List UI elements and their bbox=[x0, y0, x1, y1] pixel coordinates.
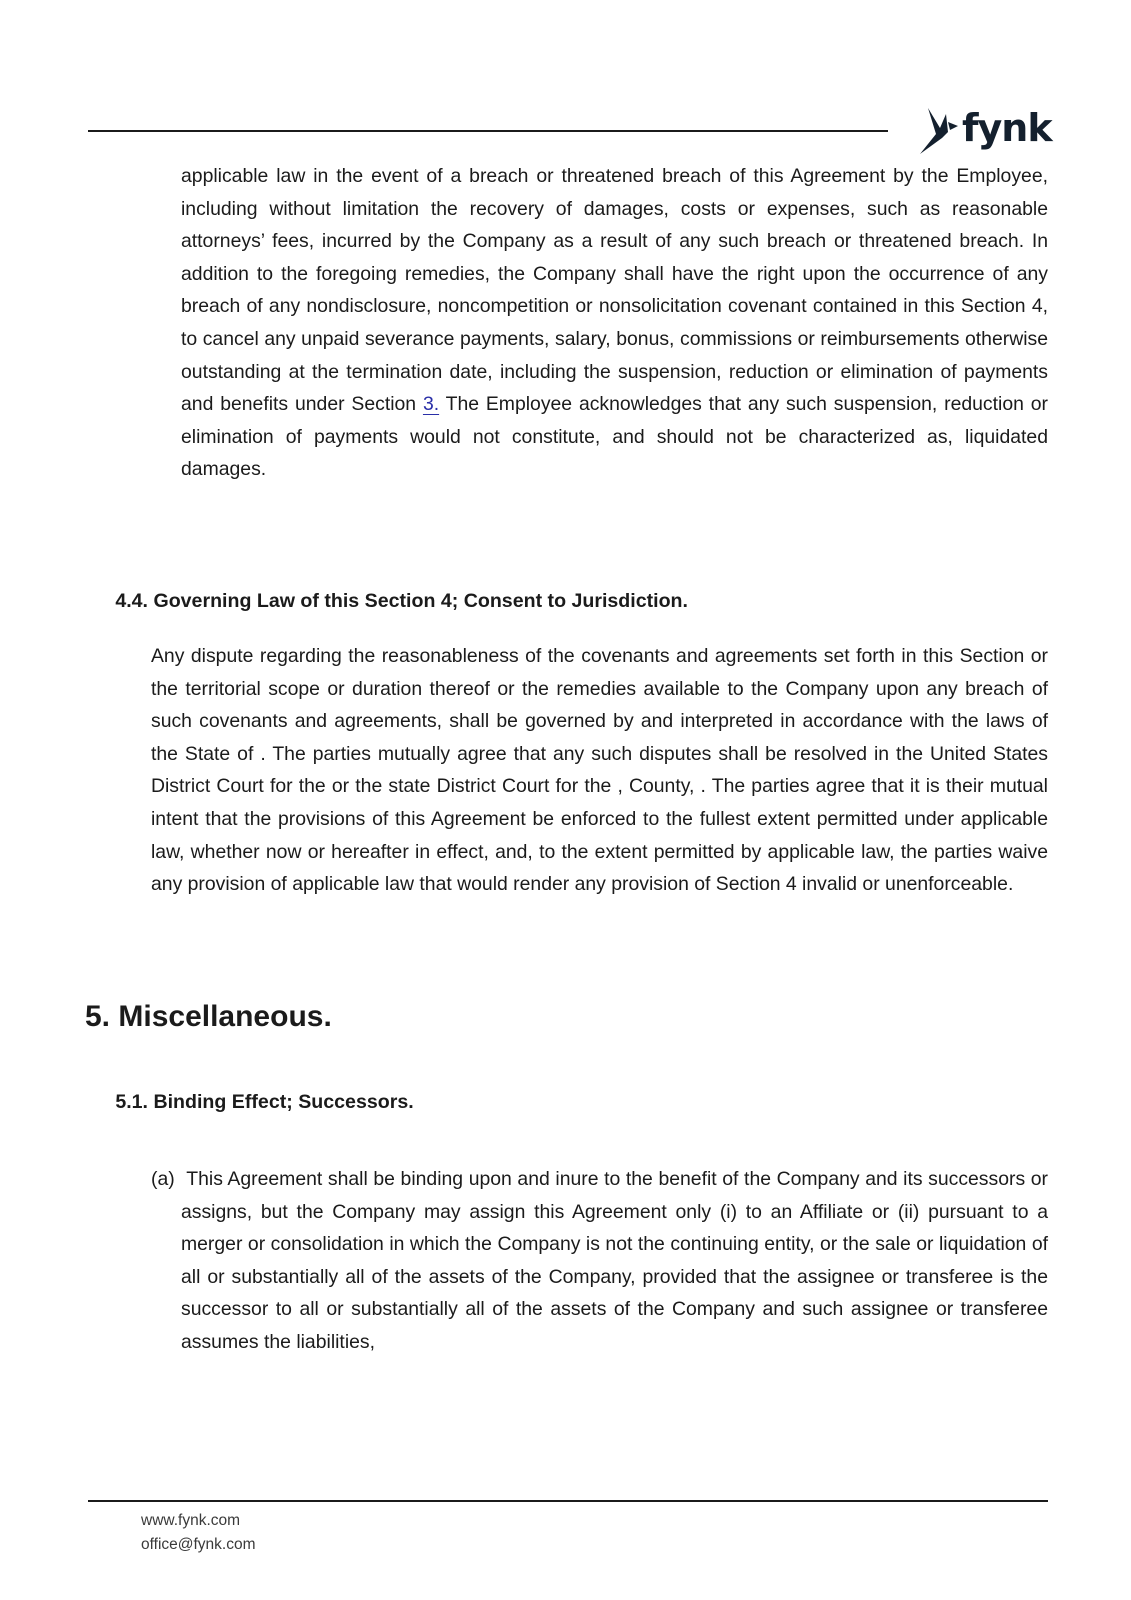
paragraph-text: The Employee acknowledges that any such suspension, reduction or elimination of payments would not constitute, and should not be characterized as, liquidated damages. bbox=[181, 393, 1048, 481]
logo-wordmark: fynk bbox=[962, 106, 1052, 150]
fynk-logo bbox=[918, 104, 1052, 160]
footer-divider bbox=[88, 1500, 1048, 1502]
footer-email: office@fynk.com bbox=[141, 1536, 256, 1553]
section-number: 5. bbox=[85, 1000, 111, 1033]
binding-effect-item-a bbox=[151, 1163, 1048, 1359]
section-title: Governing Law of this Section 4; Consent to Jurisdiction. bbox=[153, 590, 688, 612]
section-3-link[interactable]: 3. bbox=[422, 393, 440, 416]
section-title: Miscellaneous. bbox=[118, 1000, 332, 1033]
item-text: This Agreement shall be binding upon and inure to the benefit of the Company and its successors or assigns, but the Company may assign this Agreement only (i) to an Affiliate or (ii) pursuant to a merger or consolidation in which the Company is not the continuing entity, or the sale or liquidation of all or substantially all of the assets of the Company, provided that the assignee or transferee is the successor to all or substantially all of the assets of the Company and such assignee or transferee assumes the liabilities, bbox=[181, 1168, 1048, 1353]
section-number: 5.1. bbox=[115, 1091, 148, 1113]
footer-website: www.fynk.com bbox=[141, 1512, 241, 1529]
section-5-heading bbox=[85, 998, 332, 1036]
breach-remedies-paragraph bbox=[181, 160, 1048, 486]
governing-law-paragraph: Any dispute regarding the reasonableness of the covenants and agreements set forth in this Section or the territorial scope or duration thereof or the remedies available to the Company upon any breach of such covenants and agreements, shall be governed by and interpreted in accordance with the laws of the State of . The parties mutually agree that any such disputes shall be resolved in the United States District Court for the or the state District Court for the , County, . The parties agree that it is their mutual intent that the provisions of this Agreement be enforced to the fullest extent permitted under applicable law, whether now or hereafter in effect, and, to the extent permitted by applicable law, the parties waive any provision of applicable law that would render any provision of Section 4 invalid or unenforceable. bbox=[151, 645, 1048, 896]
section-4-4-heading bbox=[98, 588, 688, 614]
section-number: 4.4. bbox=[115, 590, 148, 612]
section-title: Binding Effect; Successors. bbox=[153, 1091, 414, 1113]
fynk-bird-icon bbox=[918, 104, 964, 156]
header-divider bbox=[88, 130, 888, 132]
item-label: (a) bbox=[151, 1168, 175, 1190]
section-5-1-heading bbox=[98, 1089, 414, 1115]
paragraph-text: applicable law in the event of a breach or threatened breach of this Agreement by the Employee, including without limitation the recovery of damages, costs or expenses, such as reasonable attorneys’ fees, incurred by the Company as a result of any such breach or threatened breach. In addition to the foregoing remedies, the Company shall have the right upon the occurrence of any breach of any nondisclosure, noncompetition or nonsolicitation covenant contained in this Section 4, to cancel any unpaid severance payments, salary, bonus, commissions or reimbursements otherwise outstanding at the termination date, including the suspension, reduction or elimination of payments and benefits under Section bbox=[181, 165, 1048, 416]
